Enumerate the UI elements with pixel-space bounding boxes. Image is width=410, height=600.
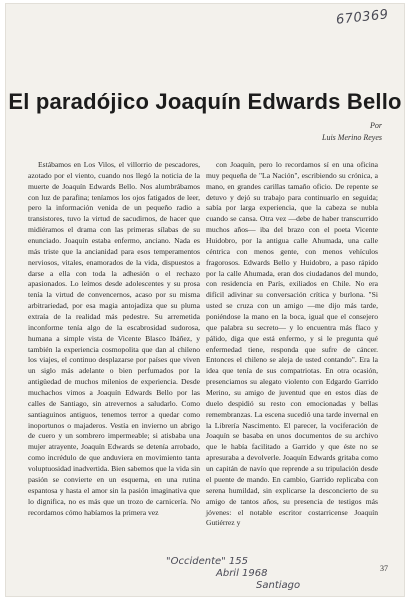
article-column-left [28,160,200,518]
handwritten-source-note [166,556,300,592]
page-number: 37 [380,564,388,573]
article-text-left: Estábamos en Los Vilos, el villorrio de pescadores, azotado por el viento, cuando nos llegó la noticia de la muerte de Joaquín Edwards Bello. Nos alumbrábamos con luz de parafina; teníamos los ojos fatigados de leer, pero la información venida de un pequeño radio a transistores, tuvo la virtud de sacudirnos, de hacer que midiéramos el drama con las primeras sílabas de su enunciado. Joaquín estaba enfermo, anciano. Nada es más triste que la ancianidad para esos temperamentos nerviosos, vitales, enamorados de la vida, dispuestos a darse a ella con toda la adhesión o el rechazo apasionados. Lo leímos desde adolescentes y su prosa tenía la virtud de convencernos, acaso por su misma arbitrariedad, por esa magia antojadiza que su pluma extraía de la realidad más pedestre. Su arremetida inconforme tenía algo de la escabrosidad sudorosa, humana a simple vista de Vicente Blasco Ibáñez, y también la experiencia cosmopolita que dan al chileno los viajes, el continuo desplazarse por países que viven un siglo más adelante o bien perfumados por la antigüedad de muchos milenios de experiencia. Desde muchachos vimos a Joaquín Edwards Bello por las calles de Santiago, sin atrevernos a saludarlo. Como santiaguinos antiguos, tenemos terror a quedar como inoportunos o majaderos. Vestía en invierno un abrigo de cuero y un sombrero impermeable; si atisbaba una mujer atrayente, Joaquín Edwards se detenía arrobado, como incrédulo de que anduviera en movimiento tanta voluptuosidad inadvertida. Bien sabemos que la vida sin pasión se convierte en un esquema, en una rutina espantosa y hasta el amor sin la pasión imaginativa que lo dignifica, no es más que un trozo de carnicería. No recordamos cómo habíamos la primera vez [28,160,200,517]
article-column-right [206,160,378,529]
article-text-right: con Joaquín, pero lo recordamos sí en una oficina muy pequeña de "La Nación", escribiendo su crónica, a mano, en grandes carillas tamaño oficio. De repente se detuvo y dejó su trabajo para continuarlo en seguida; sabía por larga experiencia, que la cabeza se nubla cuando se cansa. Otra vez —debe de haber transcurrido muchos años— iba del brazo con el poeta Vicente Huidobro, por la antigua calle Ahumada, una calle céntrica con menos gente, con menos vehículos fragorosos. Edwards Bello y Huidobro, a paso rápido por la calle Ahumada, eran dos ciudadanos del mundo, con residencia en París, exiliados en Chile. No era difícil adivinar su conversación crítica y burlona. "Si usted se cruza con un amigo —me dijo más tarde, poniéndose la mano en la boca, igual que el consejero que palabra su secreto— y lo encuentra más flaco y pálido, diga que está enfermo, y si le pregunta qué enfermedad tiene, responda que sufre de cáncer. Entonces el chileno se aleja de usted contando". Era la idea que tenía de sus compatriotas. En otra ocasión, presenciamos su alegato violento con Edgardo Garrido Merino, su amigo de juventud que en estos días de duelo despidió su resto con emocionadas y bellas remembranzas. La escena sucedió una tarde invernal en la Librería Nascimento. El parecer, la vociferación de Joaquín se basaba en unos documentos de su archivo que le había facilitado a Garrido y que éste no se apresuraba a devolverle. Joaquín Edwards gritaba como un capitán de navío que reprende a su tripulación desde el puente de mando. En cambio, Garrido replicaba con serena humildad, sin explicarse la desconcierto de su amigo de tantos años, su presencia de testigos más jóvenes: el notable escritor costarricense Joaquín Gutiérrez y [206,160,378,528]
handwritten-place: Santiago [256,580,301,591]
handwritten-date: Abril 1968 [216,568,268,579]
article-title: El paradójico Joaquín Edwards Bello [8,88,402,114]
handwritten-catalog-number: 670369 [335,7,390,28]
magazine-page [6,4,404,596]
byline-prefix: Por [370,121,382,130]
handwritten-source: "Occidente" 155 [166,556,249,567]
author-name: Luis Merino Reyes [322,133,382,142]
byline [322,120,382,144]
